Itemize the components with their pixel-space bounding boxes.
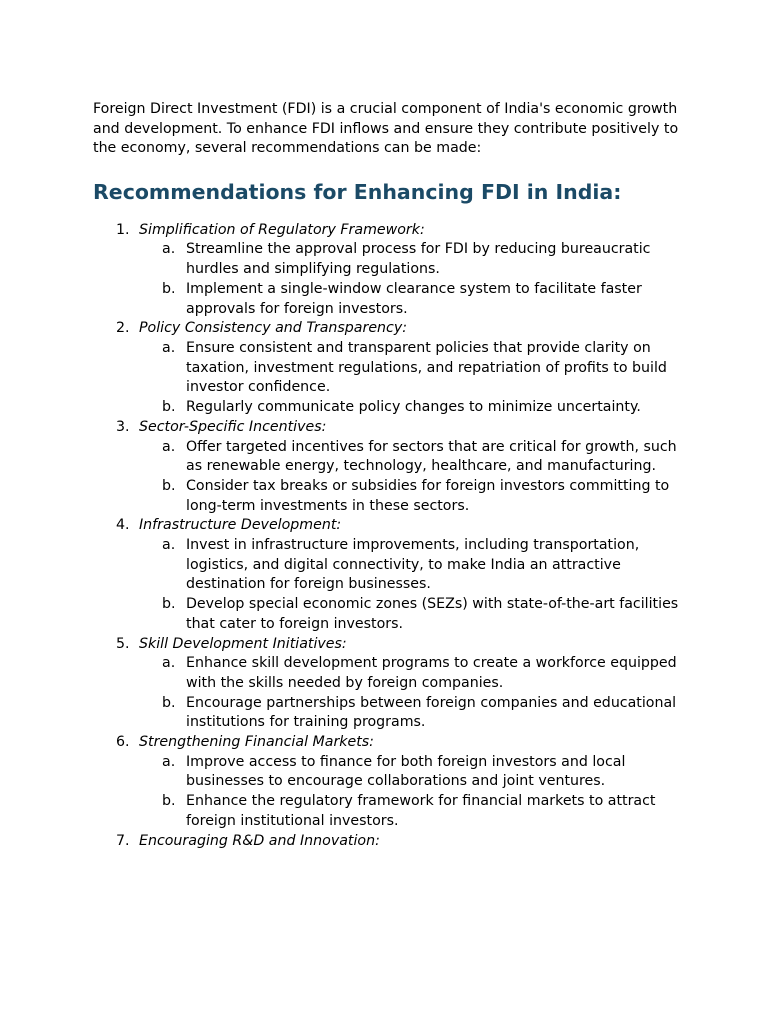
recommendation-point	[139, 536, 683, 595]
recommendation-item	[93, 635, 683, 734]
point-text: Encourage partnerships between foreign companies and educational institutions for training programs.	[186, 694, 677, 731]
point-letter: a.	[162, 340, 176, 356]
point-text: Streamline the approval process for FDI by reducing bureaucratic hurdles and simplifying regulations.	[186, 241, 651, 278]
recommendations-list	[93, 221, 683, 852]
point-letter: a.	[162, 655, 176, 672]
point-text: Implement a single-window clearance system to facilitate faster approvals for foreign investors.	[186, 280, 642, 317]
point-text: Ensure consistent and transparent policies that provide clarity on taxation, investment regulations, and repatriation of profits to build investor confidence.	[186, 340, 667, 396]
recommendation-point	[139, 792, 683, 831]
recommendation-item	[93, 418, 683, 517]
recommendation-point	[139, 753, 683, 792]
point-text: Enhance skill development programs to create a workforce equipped with the skills needed by foreign companies.	[186, 655, 677, 691]
point-text: Develop special economic zones (SEZs) with state-of-the-art facilities that cater to foreign investors.	[186, 596, 679, 632]
point-letter: a.	[162, 438, 176, 455]
point-letter: b.	[162, 477, 176, 494]
recommendation-number: 5.	[116, 635, 130, 652]
point-letter: b.	[162, 694, 176, 711]
recommendation-points	[139, 438, 683, 517]
recommendation-points	[139, 654, 683, 733]
document-page	[93, 100, 683, 851]
recommendation-number: 1.	[116, 221, 130, 238]
recommendation-point	[139, 477, 683, 516]
recommendation-item	[93, 832, 683, 852]
recommendation-title: Infrastructure Development:	[139, 517, 342, 534]
recommendation-points	[139, 536, 683, 635]
point-letter: b.	[162, 280, 176, 297]
recommendation-point	[139, 398, 683, 418]
recommendation-title: Encouraging R&D and Innovation:	[139, 832, 380, 849]
recommendation-points	[139, 339, 683, 418]
recommendation-point	[139, 240, 683, 279]
point-text: Regularly communicate policy changes to minimize uncertainty.	[186, 399, 641, 416]
recommendation-title: Strengthening Financial Markets:	[139, 734, 374, 751]
point-text: Consider tax breaks or subsidies for foreign investors committing to long-term investments in these sectors.	[186, 477, 670, 514]
recommendation-title: Policy Consistency and Transparency:	[139, 320, 408, 337]
recommendation-point	[139, 339, 683, 398]
recommendation-points	[139, 753, 683, 832]
recommendation-item	[93, 221, 683, 320]
recommendation-title: Skill Development Initiatives:	[139, 635, 347, 652]
recommendation-number: 4.	[116, 517, 130, 534]
recommendation-points	[139, 240, 683, 319]
recommendation-number: 7.	[116, 832, 130, 849]
recommendation-point	[139, 595, 683, 634]
point-letter: a.	[162, 241, 176, 258]
recommendation-title: Sector-Specific Incentives:	[139, 418, 327, 435]
recommendation-number: 6.	[116, 734, 130, 751]
section-heading: Recommendations for Enhancing FDI in India:	[93, 179, 622, 204]
recommendation-item	[93, 319, 683, 418]
recommendation-item	[93, 516, 683, 634]
recommendation-number: 3.	[116, 418, 130, 435]
recommendation-title: Simplification of Regulatory Framework:	[139, 221, 425, 238]
recommendation-number: 2.	[116, 320, 130, 337]
intro-paragraph: Foreign Direct Investment (FDI) is a crucial component of India's economic growth and development. To enhance FDI inflows and ensure they contribute positively to the economy, several recommendations can be made:	[93, 101, 679, 157]
recommendation-point	[139, 280, 683, 319]
point-letter: a.	[162, 753, 176, 770]
recommendation-point	[139, 654, 683, 693]
recommendation-point	[139, 694, 683, 733]
point-letter: b.	[162, 399, 176, 416]
point-letter: a.	[162, 537, 176, 554]
point-letter: b.	[162, 793, 176, 810]
point-text: Offer targeted incentives for sectors that are critical for growth, such as renewable energy, technology, healthcare, and manufacturing.	[186, 438, 677, 475]
point-text: Enhance the regulatory framework for financial markets to attract foreign institutional investors.	[186, 793, 656, 829]
recommendation-point	[139, 438, 683, 477]
point-text: Improve access to finance for both foreign investors and local businesses to encourage collaborations and joint ventures.	[186, 753, 626, 790]
point-letter: b.	[162, 596, 176, 613]
recommendation-item	[93, 733, 683, 832]
point-text: Invest in infrastructure improvements, including transportation, logistics, and digital connectivity, to make India an attractive destination for foreign businesses.	[186, 537, 640, 593]
